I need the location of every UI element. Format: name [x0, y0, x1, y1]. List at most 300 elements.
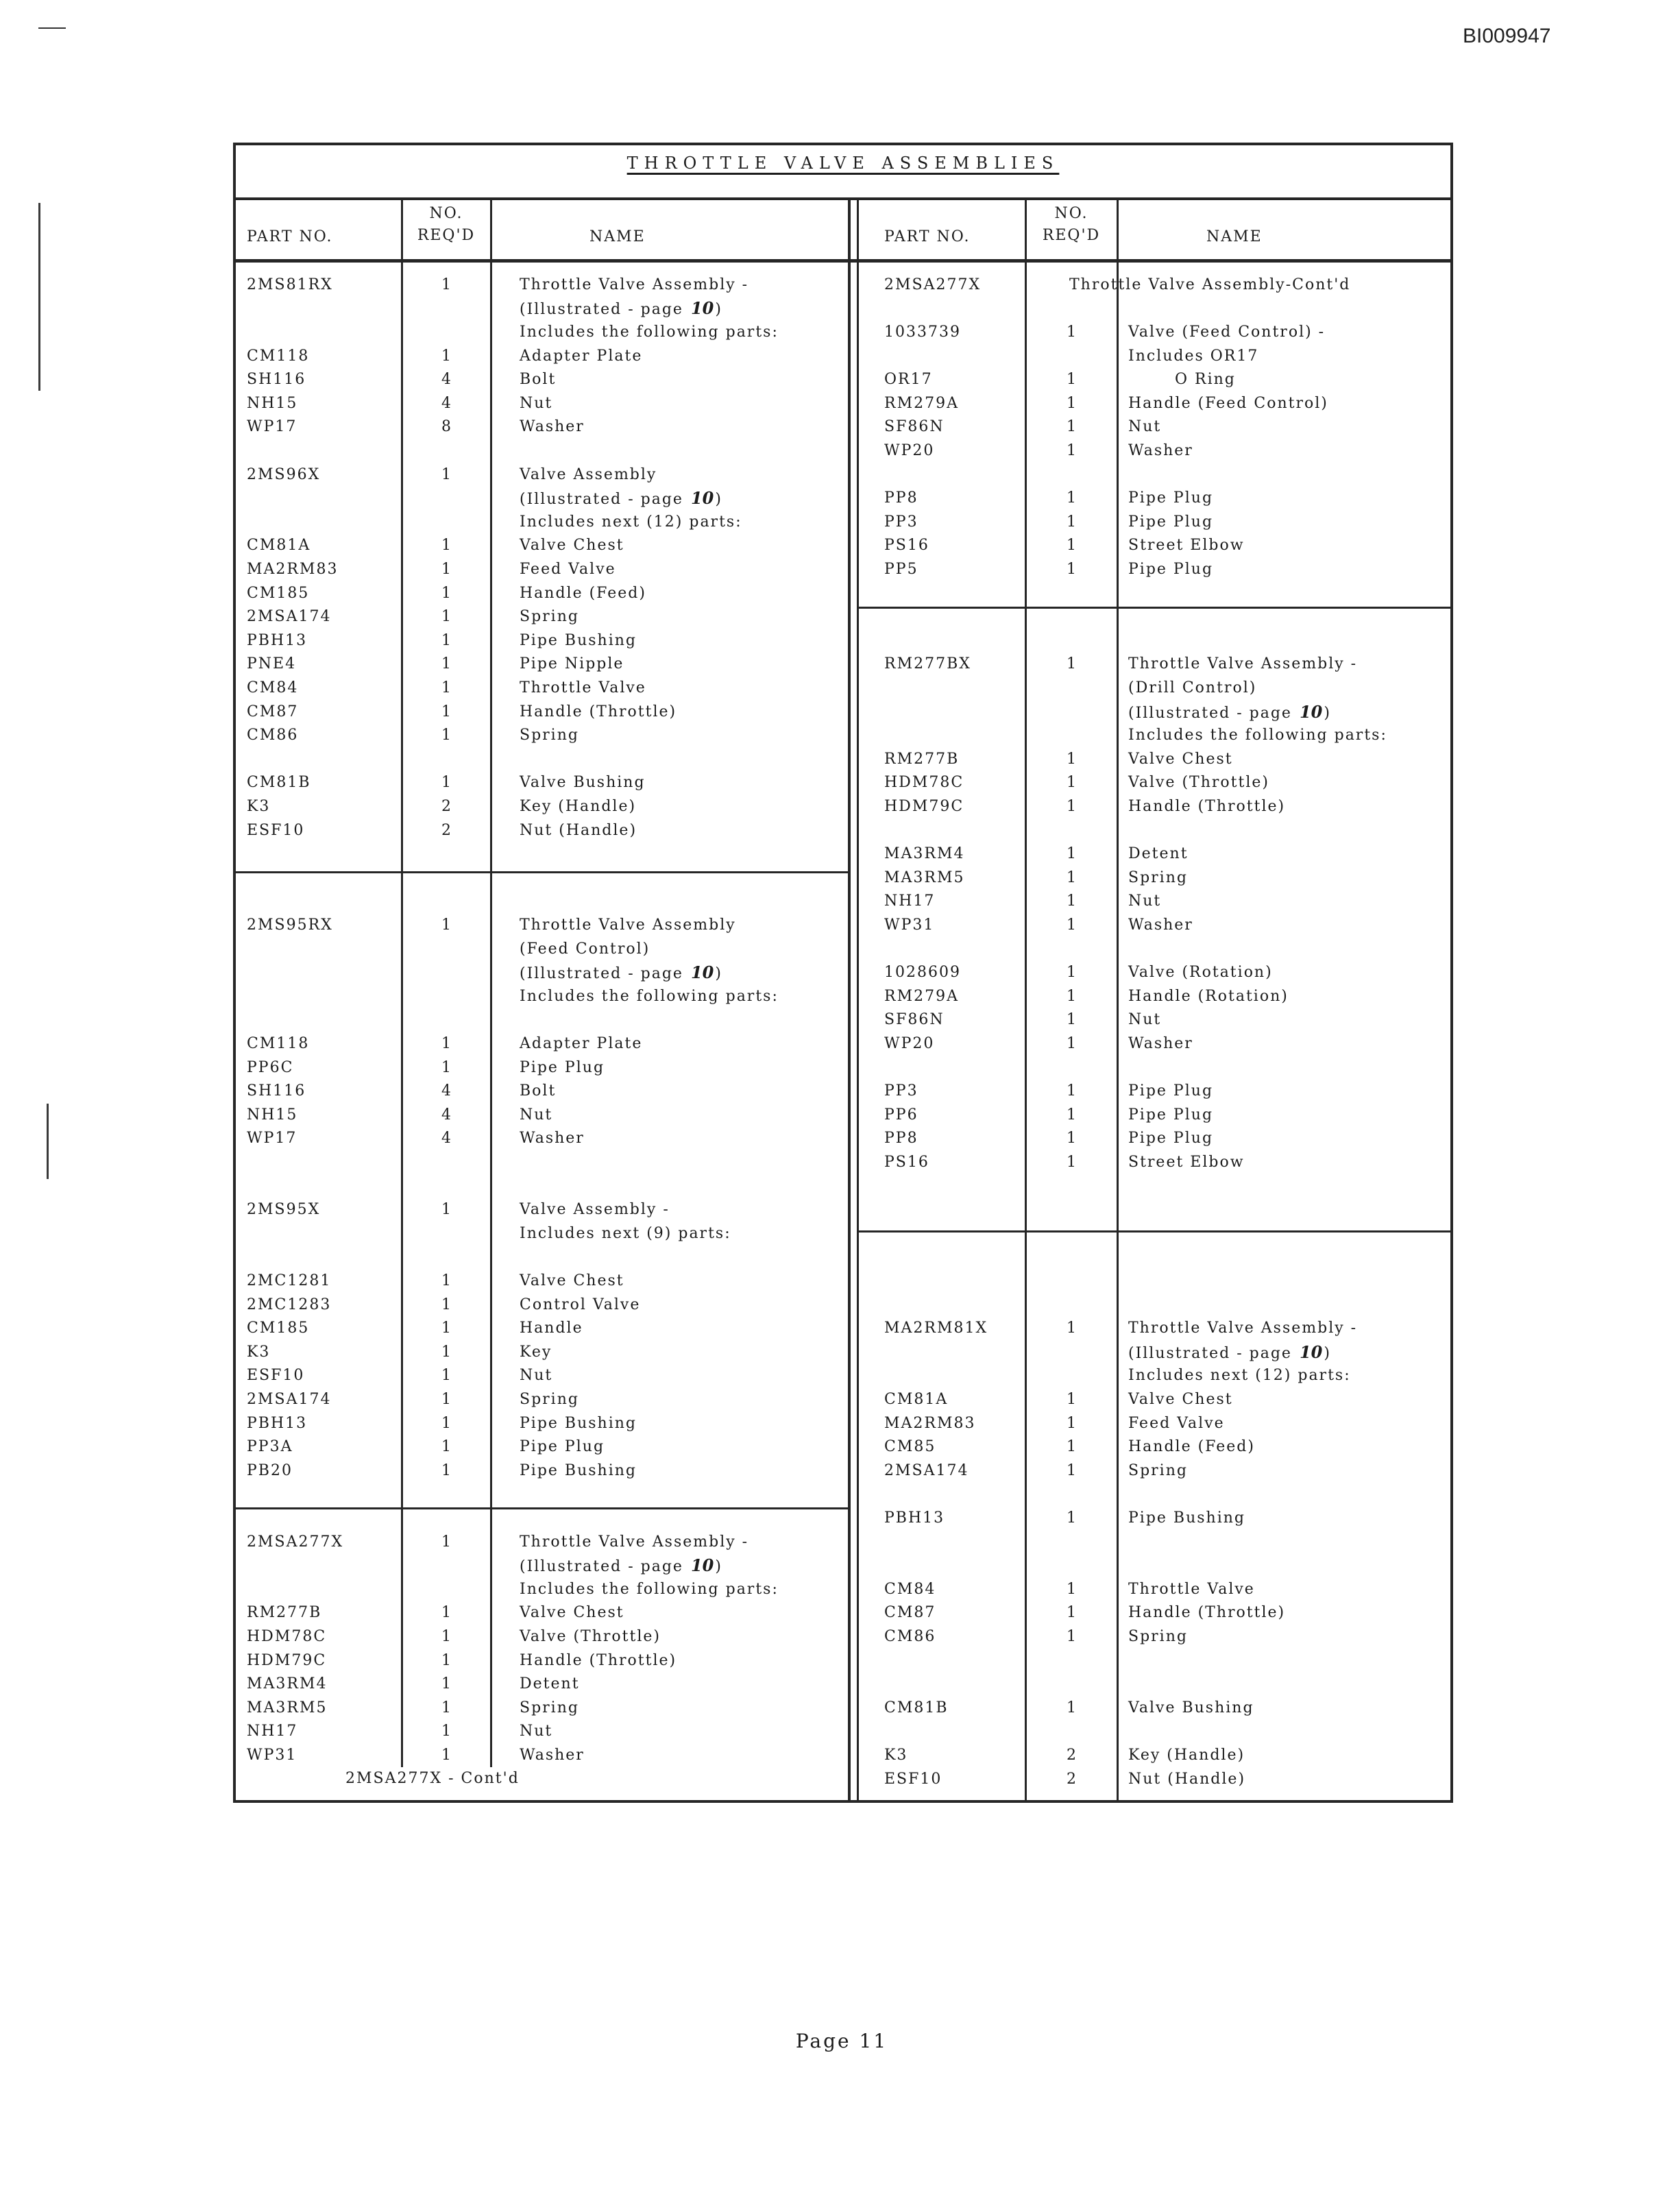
header-reqd: REQ'D	[417, 227, 476, 244]
table-row	[0, 1625, 1680, 1649]
table-row	[0, 1056, 1680, 1080]
quantity-required: 1	[1067, 655, 1078, 673]
quantity-required: 1	[1067, 964, 1078, 982]
part-number: CM87	[247, 703, 299, 720]
quantity-required: 2	[441, 797, 452, 815]
table-row	[0, 487, 1680, 511]
quantity-required: 1	[1067, 987, 1078, 1005]
quantity-required: 1	[1067, 1034, 1078, 1052]
table-row	[0, 1673, 1680, 1697]
quantity-required: 4	[441, 1130, 452, 1147]
part-name: Handle (Throttle)	[520, 703, 677, 720]
part-number: CM87	[884, 1604, 936, 1622]
table-row	[0, 439, 1680, 463]
part-name: Throttle Valve Assembly -	[1128, 1320, 1358, 1337]
part-name: Valve Chest	[520, 537, 624, 555]
part-number: HDM79C	[884, 797, 964, 815]
part-number: CM185	[247, 584, 310, 602]
part-number: MA2RM83	[247, 560, 339, 578]
table-row	[0, 985, 1680, 1009]
quantity-required: 1	[441, 1058, 452, 1076]
part-number: WP20	[884, 1034, 935, 1052]
table-row	[0, 1744, 1680, 1768]
part-number: 2MSA174	[884, 1461, 969, 1479]
part-name: Valve Assembly -	[520, 1201, 670, 1219]
table-row	[0, 1032, 1680, 1056]
part-name: Street Elbow	[1128, 1153, 1245, 1171]
part-number: PS16	[884, 537, 929, 555]
quantity-required: 1	[1067, 1604, 1078, 1622]
table-row	[0, 629, 1680, 653]
part-name: Nut	[520, 394, 553, 412]
quantity-required: 1	[1067, 1414, 1078, 1432]
part-name: Throttle Valve	[520, 679, 646, 696]
page-reference: 10	[1299, 1341, 1323, 1362]
table-row	[0, 866, 1680, 890]
quantity-required: 1	[441, 1438, 452, 1456]
part-name: Feed Valve	[520, 560, 616, 578]
part-number: PBH13	[247, 631, 308, 649]
table-row-continuation	[0, 677, 1680, 701]
quantity-required: 4	[441, 394, 452, 412]
quantity-required: 2	[441, 821, 452, 839]
part-name: (Drill Control)	[1128, 679, 1257, 696]
table-row	[0, 321, 1680, 345]
table-row	[0, 914, 1680, 938]
table-row	[0, 1531, 1680, 1555]
table-row	[0, 748, 1680, 772]
page-reference: 10	[690, 962, 714, 983]
part-number: PBH13	[247, 1414, 308, 1432]
page-reference: 10	[690, 298, 714, 319]
part-number: 2MS81RX	[247, 276, 333, 293]
table-row	[0, 1127, 1680, 1151]
part-name: Pipe Bushing	[1128, 1509, 1246, 1527]
quantity-required: 1	[441, 631, 452, 649]
table-row	[0, 795, 1680, 819]
part-name: (Illustrated - page 10)	[520, 488, 722, 509]
quantity-required: 1	[1067, 1082, 1078, 1100]
quantity-required: 1	[441, 537, 452, 555]
part-name: Nut	[1128, 892, 1162, 910]
part-number: PB20	[247, 1461, 293, 1479]
part-name: Valve Assembly	[520, 465, 657, 483]
quantity-required: 1	[1067, 394, 1078, 412]
quantity-required: 1	[1067, 1627, 1078, 1645]
table-row	[0, 1104, 1680, 1128]
table-row-continuation	[0, 345, 1680, 369]
quantity-required: 1	[441, 1390, 452, 1408]
table-row-continuation	[0, 297, 1680, 321]
table-row	[0, 1080, 1680, 1104]
part-number: RM277B	[884, 750, 960, 768]
part-number: 2MSA277X	[884, 276, 982, 293]
quantity-required: 1	[1067, 323, 1078, 341]
quantity-required: 1	[441, 1201, 452, 1219]
part-number: CM86	[884, 1627, 936, 1645]
part-name: Washer	[520, 418, 585, 436]
part-number: PP8	[884, 1130, 918, 1147]
part-name: Spring	[1128, 869, 1188, 886]
part-number: 2MS95RX	[247, 916, 333, 934]
table-row	[0, 274, 1680, 297]
part-number: PS16	[884, 1153, 929, 1171]
part-number: SF86N	[884, 1011, 945, 1029]
part-number: SH116	[247, 1082, 306, 1100]
quantity-required: 1	[441, 465, 452, 483]
part-name: (Illustrated - page 10)	[520, 1555, 722, 1576]
part-number: CM118	[247, 347, 310, 365]
part-name: Bolt	[520, 371, 557, 389]
part-number: CM185	[247, 1320, 310, 1337]
part-name: Handle (Feed)	[520, 584, 646, 602]
part-name: Valve Chest	[1128, 750, 1233, 768]
part-name: O Ring	[1175, 371, 1236, 389]
part-name: Pipe Plug	[1128, 1130, 1214, 1147]
part-number: K3	[247, 797, 271, 815]
part-number: 2MC1281	[247, 1272, 332, 1289]
part-name: Handle (Feed)	[1128, 1438, 1255, 1456]
part-name: Feed Valve	[1128, 1414, 1225, 1432]
quantity-required: 1	[441, 1699, 452, 1716]
part-name: Throttle Valve Assembly -	[1128, 655, 1358, 673]
quantity-required: 1	[441, 703, 452, 720]
part-name: Pipe Plug	[1128, 1106, 1214, 1124]
quantity-required: 1	[441, 276, 452, 293]
table-row	[0, 1435, 1680, 1459]
part-name: Includes OR17	[1128, 347, 1259, 365]
part-name: Control Valve	[520, 1296, 641, 1313]
part-number: WP17	[247, 418, 297, 436]
part-number: PP3A	[247, 1438, 293, 1456]
part-number: MA2RM83	[884, 1414, 976, 1432]
quantity-required: 2	[1067, 1770, 1078, 1788]
part-number: WP17	[247, 1130, 297, 1147]
quantity-required: 1	[441, 1414, 452, 1432]
part-name: (Illustrated - page 10)	[520, 962, 722, 983]
quantity-required: 2	[1067, 1746, 1078, 1764]
part-name: Includes the following parts:	[520, 1580, 779, 1598]
table-row-continuation	[0, 1364, 1680, 1388]
part-name: Handle (Throttle)	[1128, 797, 1286, 815]
quantity-required: 1	[1067, 418, 1078, 436]
quantity-required: 1	[1067, 1153, 1078, 1171]
quantity-required: 1	[441, 1461, 452, 1479]
quantity-required: 1	[441, 1651, 452, 1669]
part-name: Spring	[1128, 1461, 1188, 1479]
quantity-required: 8	[441, 418, 452, 436]
part-name: Throttle Valve Assembly -	[520, 276, 749, 293]
table-row-continuation	[0, 724, 1680, 748]
part-number: CM81A	[884, 1390, 949, 1408]
table-row	[0, 1578, 1680, 1602]
part-name: Washer	[1128, 1034, 1193, 1052]
part-number: PP6	[884, 1106, 918, 1124]
part-name: Pipe Nipple	[520, 655, 624, 673]
table-row	[0, 511, 1680, 535]
part-number: PP6C	[247, 1058, 294, 1076]
quantity-required: 1	[441, 1367, 452, 1385]
part-name: (Illustrated - page 10)	[1128, 1341, 1331, 1362]
part-name: Valve (Throttle)	[520, 1627, 661, 1645]
part-number: 2MSA174	[247, 608, 332, 626]
table-row-continuation	[0, 938, 1680, 962]
part-name: Detent	[520, 1675, 580, 1693]
table-row-continuation	[0, 1554, 1680, 1578]
quantity-required: 1	[441, 1746, 452, 1764]
header-reqd: REQ'D	[1042, 227, 1101, 244]
quantity-required: 1	[441, 1296, 452, 1313]
quantity-required: 1	[1067, 371, 1078, 389]
quantity-required: 1	[441, 1627, 452, 1645]
table-row	[0, 1601, 1680, 1625]
quantity-required: 1	[1067, 1438, 1078, 1456]
part-number: ESF10	[247, 821, 305, 839]
quantity-required: 1	[1067, 774, 1078, 792]
quantity-required: 1	[1067, 1106, 1078, 1124]
part-number: CM84	[247, 679, 299, 696]
part-name: Washer	[520, 1746, 585, 1764]
part-name: Includes the following parts:	[1128, 727, 1387, 744]
part-name: Pipe Plug	[1128, 513, 1214, 531]
part-name: Throttle Valve Assembly -	[520, 1533, 749, 1551]
part-number: HDM78C	[884, 774, 964, 792]
quantity-required: 1	[1067, 513, 1078, 531]
quantity-required: 1	[1067, 1461, 1078, 1479]
part-number: NH15	[247, 394, 298, 412]
part-name: Handle (Feed Control)	[1128, 394, 1328, 412]
part-number: NH15	[247, 1106, 298, 1124]
part-number: PBH13	[884, 1509, 945, 1527]
part-number: NH17	[247, 1723, 298, 1740]
part-name: (Feed Control)	[520, 940, 650, 958]
page-reference: 10	[1299, 701, 1323, 722]
part-name: Detent	[1128, 845, 1189, 863]
part-number: MA2RM81X	[884, 1320, 988, 1337]
part-name: Washer	[1128, 916, 1193, 934]
part-name: Includes the following parts:	[520, 987, 779, 1005]
table-row	[0, 1317, 1680, 1341]
quantity-required: 1	[441, 560, 452, 578]
part-number: CM118	[247, 1034, 310, 1052]
page-reference: 10	[690, 1555, 714, 1576]
quantity-required: 1	[1067, 916, 1078, 934]
part-number: MA3RM5	[884, 869, 965, 886]
part-name: Handle (Rotation)	[1128, 987, 1289, 1005]
part-number: WP31	[884, 916, 935, 934]
part-name: Valve Chest	[1128, 1390, 1233, 1408]
header-no: NO.	[1054, 205, 1088, 222]
table-row	[0, 842, 1680, 866]
table-row-continuation	[0, 701, 1680, 725]
part-number: RM279A	[884, 987, 959, 1005]
quantity-required: 1	[1067, 537, 1078, 555]
table-row	[0, 582, 1680, 606]
table-row	[0, 961, 1680, 985]
part-name: Bolt	[520, 1082, 557, 1100]
part-name: Includes the following parts:	[520, 323, 779, 341]
corner-mark	[38, 27, 66, 29]
header-part-no: PART NO.	[884, 228, 971, 245]
table-row	[0, 1649, 1680, 1673]
part-name: Nut	[520, 1723, 553, 1740]
quantity-required: 1	[441, 727, 452, 744]
quantity-required: 1	[1067, 1580, 1078, 1598]
part-number: CM81A	[247, 537, 311, 555]
table-row	[0, 1768, 1680, 1792]
quantity-required: 1	[1067, 1320, 1078, 1337]
table-title: THROTTLE VALVE ASSEMBLIES	[626, 154, 1060, 173]
quantity-required: 1	[441, 655, 452, 673]
part-name: Nut	[1128, 1011, 1162, 1029]
quantity-required: 1	[1067, 1509, 1078, 1527]
table-row	[0, 1720, 1680, 1744]
part-name: Handle (Throttle)	[1128, 1604, 1286, 1622]
table-row	[0, 1151, 1680, 1175]
quantity-required: 1	[1067, 1130, 1078, 1147]
part-name: Valve (Rotation)	[1128, 964, 1273, 982]
part-number: RM279A	[884, 394, 959, 412]
quantity-required: 1	[441, 1320, 452, 1337]
part-name: Nut	[1128, 418, 1162, 436]
table-row	[0, 819, 1680, 843]
quantity-required: 1	[441, 1272, 452, 1289]
part-number: ESF10	[247, 1367, 305, 1385]
quantity-required: 1	[441, 1533, 452, 1551]
part-number: K3	[884, 1746, 908, 1764]
part-number: PP8	[884, 489, 918, 507]
part-name: Key (Handle)	[520, 797, 637, 815]
part-number: HDM78C	[247, 1627, 327, 1645]
table-row-continuation	[0, 1222, 1680, 1246]
quantity-required: 1	[441, 1604, 452, 1622]
quantity-required: 1	[1067, 750, 1078, 768]
part-number: SH116	[247, 371, 306, 389]
part-number: MA3RM4	[884, 845, 965, 863]
part-name: Nut (Handle)	[1128, 1770, 1246, 1788]
table-row	[0, 1198, 1680, 1222]
continuation-note: 2MSA277X - Cont'd	[345, 1770, 520, 1787]
table-row	[0, 534, 1680, 558]
part-number: RM277BX	[884, 655, 971, 673]
quantity-required: 1	[1067, 797, 1078, 815]
part-number: 1028609	[884, 964, 961, 982]
quantity-required: 1	[1067, 845, 1078, 863]
part-number: PP5	[884, 560, 918, 578]
quantity-required: 1	[441, 774, 452, 792]
part-number: MA3RM4	[247, 1675, 328, 1693]
part-name: Includes next (12) parts:	[1128, 1367, 1351, 1385]
part-name: Handle	[520, 1320, 583, 1337]
quantity-required: 1	[441, 608, 452, 626]
quantity-required: 4	[441, 1106, 452, 1124]
part-name: Throttle Valve	[1128, 1580, 1255, 1598]
quantity-required: 4	[441, 1082, 452, 1100]
quantity-required: 1	[441, 347, 452, 365]
part-number: NH17	[884, 892, 936, 910]
header-name: NAME	[1206, 228, 1263, 245]
part-number: ESF10	[884, 1770, 942, 1788]
header-part-no: PART NO.	[247, 228, 333, 245]
part-name: Includes next (9) parts:	[520, 1224, 731, 1242]
part-name: Includes next (12) parts:	[520, 513, 742, 531]
quantity-required: 4	[441, 371, 452, 389]
part-name: Valve (Feed Control) -	[1128, 323, 1326, 341]
table-row	[0, 890, 1680, 914]
part-name: Pipe Bushing	[520, 1414, 637, 1432]
table-row	[0, 1697, 1680, 1721]
quantity-required: 1	[1067, 560, 1078, 578]
quantity-required: 1	[441, 1034, 452, 1052]
part-number: PP3	[884, 1082, 918, 1100]
part-number: CM86	[247, 727, 299, 744]
table-row	[0, 558, 1680, 582]
quantity-required: 1	[441, 679, 452, 696]
part-number: OR17	[884, 371, 933, 389]
part-name: Valve (Throttle)	[1128, 774, 1269, 792]
part-name: Nut	[520, 1106, 553, 1124]
quantity-required: 1	[1067, 1011, 1078, 1029]
part-name: Spring	[520, 1390, 579, 1408]
part-number: 1033739	[884, 323, 961, 341]
part-number: CM84	[884, 1580, 936, 1598]
part-name: (Illustrated - page 10)	[520, 298, 722, 319]
quantity-required: 1	[1067, 892, 1078, 910]
table-row	[0, 605, 1680, 629]
part-name: Key	[520, 1343, 552, 1361]
continued-heading: Throttle Valve Assembly-Cont'd	[1069, 276, 1351, 293]
page-reference: 10	[690, 488, 714, 509]
part-name: Key (Handle)	[1128, 1746, 1245, 1764]
quantity-required: 1	[441, 1723, 452, 1740]
table-row	[0, 392, 1680, 416]
part-name: Washer	[520, 1130, 585, 1147]
title-rule	[233, 197, 1453, 200]
part-number: PP3	[884, 513, 918, 531]
table-row	[0, 1294, 1680, 1317]
header-rule	[233, 259, 1453, 263]
part-name: Valve Chest	[520, 1604, 624, 1622]
quantity-required: 1	[1067, 1699, 1078, 1716]
part-name: Valve Chest	[520, 1272, 624, 1289]
quantity-required: 1	[1067, 441, 1078, 459]
quantity-required: 1	[441, 916, 452, 934]
table-row	[0, 1412, 1680, 1436]
quantity-required: 1	[1067, 489, 1078, 507]
document-id: BI009947	[1463, 25, 1551, 47]
part-number: K3	[247, 1343, 271, 1361]
part-name: Handle (Throttle)	[520, 1651, 677, 1669]
part-name: Spring	[1128, 1627, 1188, 1645]
part-number: WP20	[884, 441, 935, 459]
table-row	[0, 1008, 1680, 1032]
quantity-required: 1	[441, 584, 452, 602]
part-name: Pipe Plug	[520, 1058, 605, 1076]
part-name: Pipe Plug	[1128, 1082, 1214, 1100]
part-name: Spring	[520, 1699, 579, 1716]
part-number: PNE4	[247, 655, 297, 673]
part-number: CM81B	[247, 774, 311, 792]
part-name: Spring	[520, 608, 579, 626]
part-number: CM85	[884, 1438, 936, 1456]
part-number: RM277B	[247, 1604, 322, 1622]
part-name: Throttle Valve Assembly	[520, 916, 736, 934]
part-name: Adapter Plate	[520, 347, 643, 365]
part-number: MA3RM5	[247, 1699, 328, 1716]
quantity-required: 1	[441, 1675, 452, 1693]
quantity-required: 1	[1067, 869, 1078, 886]
part-number: WP31	[247, 1746, 297, 1764]
